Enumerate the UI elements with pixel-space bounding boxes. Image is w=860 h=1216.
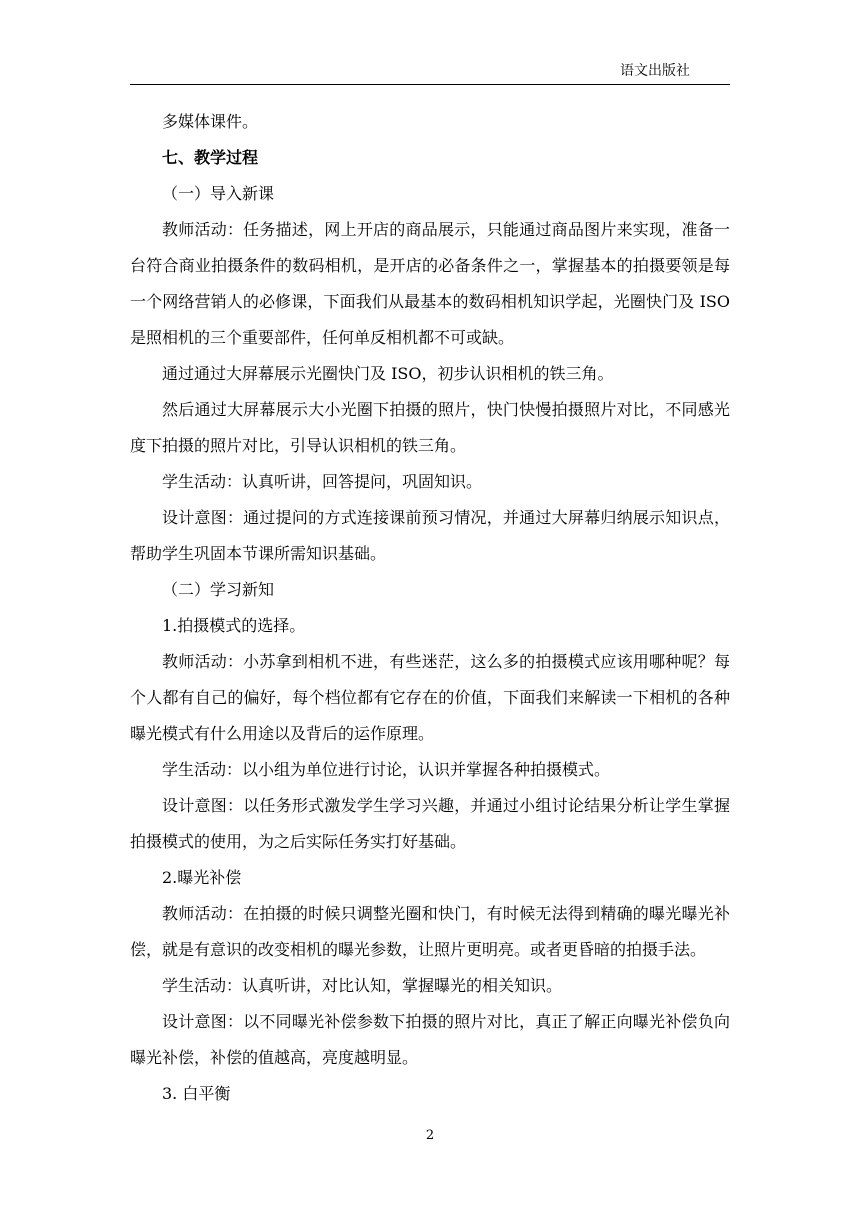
- paragraph: 教师活动：小苏拿到相机不进，有些迷茫，这么多的拍摄模式应该用哪种呢？每个人都有自己的偏好，每个档位都有它存在的价值，下面我们来解读一下相机的各种曝光模式有什么用途以及背后的运作原理。: [130, 652, 730, 743]
- document-body: [130, 104, 730, 1112]
- subsection-heading: （一）导入新课: [162, 184, 275, 203]
- paragraph: 多媒体课件。: [162, 112, 259, 131]
- paragraph: 学生活动：以小组为单位进行讨论，认识并掌握各种拍摄模式。: [162, 760, 611, 779]
- list-item-heading: 2.曝光补偿: [162, 868, 242, 887]
- paragraph: 设计意图：通过提问的方式连接课前预习情况，并通过大屏幕归纳展示知识点，帮助学生巩固本节课所需知识基础。: [130, 508, 730, 563]
- paragraph: 设计意图：以任务形式激发学生学习兴趣，并通过小组讨论结果分析让学生掌握拍摄模式的使用，为之后实际任务实打好基础。: [130, 796, 730, 851]
- list-item-heading: 1.拍摄模式的选择。: [162, 616, 306, 635]
- page-number: 2: [425, 1128, 435, 1143]
- publisher-name: 语文出版社: [620, 63, 690, 79]
- paragraph: 通过通过大屏幕展示光圈快门及 ISO，初步认识相机的铁三角。: [162, 364, 614, 383]
- subsection-heading: （二）学习新知: [162, 580, 275, 599]
- paragraph: 学生活动：认真听讲，回答提问，巩固知识。: [162, 472, 483, 491]
- paragraph: 教师活动：任务描述，网上开店的商品展示，只能通过商品图片来实现，准备一台符合商业拍摄条件的数码相机，是开店的必备条件之一，掌握基本的拍摄要领是每一个网络营销人的必修课，下面我们从最基本的数码相机知识学起，光圈快门及 ISO 是照相机的三个重要部件，任何单反相机都不可或缺。: [130, 220, 730, 347]
- paragraph: 然后通过大屏幕展示大小光圈下拍摄的照片，快门快慢拍摄照片对比，不同感光度下拍摄的照片对比，引导认识相机的铁三角。: [130, 400, 730, 455]
- paragraph: 学生活动：认真听讲，对比认知，掌握曝光的相关知识。: [162, 976, 563, 995]
- paragraph: 教师活动：在拍摄的时候只调整光圈和快门，有时候无法得到精确的曝光曝光补偿，就是有意识的改变相机的曝光参数，让照片更明亮。或者更昏暗的拍摄手法。: [130, 904, 730, 959]
- list-item-heading: 3. 白平衡: [162, 1084, 231, 1103]
- paragraph: 设计意图：以不同曝光补偿参数下拍摄的照片对比，真正了解正向曝光补偿负向曝光补偿，补偿的值越高，亮度越明显。: [130, 1012, 730, 1067]
- section-heading: 七、教学过程: [162, 148, 259, 167]
- page-header: [130, 60, 730, 85]
